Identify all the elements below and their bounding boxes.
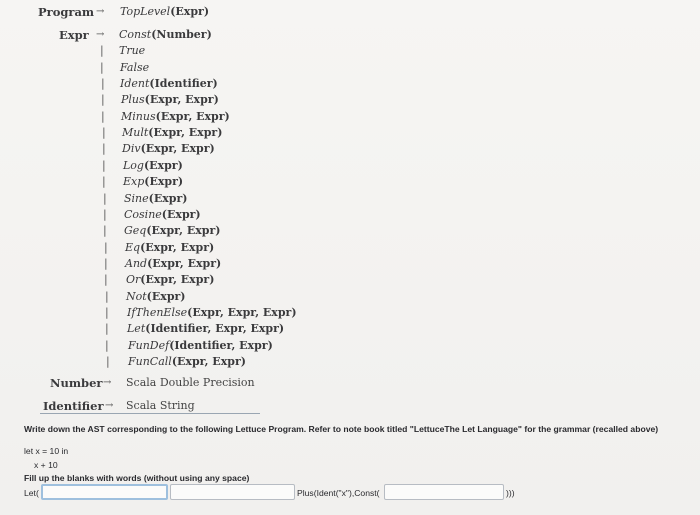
expr-alt-bar: | [102, 142, 106, 156]
expr-alt-bar: | [100, 60, 104, 74]
expr-production-minus [121, 110, 230, 123]
expr-production-geq [124, 224, 220, 237]
production-constructor: Minus [121, 109, 156, 123]
blank-2-input[interactable] [170, 484, 295, 500]
production-args: (Identifier, Expr) [169, 338, 273, 352]
production-constructor: FunDef [128, 338, 170, 352]
production-args: (Expr, Expr) [155, 109, 230, 123]
expr-production-exp [123, 175, 183, 188]
expr-alt-bar: | [101, 93, 105, 107]
expr-production-sine [124, 192, 188, 205]
production-args: (Expr, Expr) [148, 126, 223, 140]
question-area [0, 420, 700, 515]
blank-3-input[interactable] [384, 484, 504, 500]
expr-alt-bar: | [103, 207, 107, 221]
expr-alt-bar: | [105, 305, 109, 319]
production-args: (Expr, Expr) [147, 256, 222, 270]
expr-alt-bar: | [103, 191, 107, 205]
expr-production-or [126, 273, 214, 286]
expr-alt-bar: | [103, 224, 107, 238]
production-args: (Expr, Expr) [140, 240, 215, 254]
expr-production-log [123, 159, 183, 172]
production-constructor: Geq [124, 224, 147, 238]
production-args: (Expr, Expr) [144, 93, 219, 107]
production-args: (Expr) [161, 207, 201, 221]
expr-alt-bar: | [101, 77, 105, 91]
production-constructor: Const [119, 28, 152, 41]
program-rhs [120, 5, 209, 18]
number-arrow: → [103, 377, 112, 388]
production-constructor: Let [127, 322, 146, 336]
production-constructor: And [125, 256, 148, 270]
production-constructor: Ident [120, 77, 150, 91]
production-args: (Expr, Expr) [140, 273, 215, 287]
production-constructor: Or [126, 273, 141, 287]
production-constructor: Exp [123, 175, 145, 189]
identifier-underline [40, 413, 260, 414]
expr-production-false [120, 61, 149, 74]
production-args: (Expr) [143, 158, 183, 172]
production-constructor: False [120, 60, 150, 74]
expr-alt-bar: | [104, 256, 108, 270]
program-lhs: Program [38, 5, 95, 19]
production-args: (Identifier) [149, 77, 218, 91]
production-constructor: Plus [121, 93, 145, 107]
expr-production-ifthenelse [127, 306, 297, 319]
expr-alt-bar: | [106, 355, 110, 368]
code-line-2: x + 10 [34, 460, 58, 470]
blank-1-input[interactable] [41, 484, 168, 500]
production-constructor: Div [122, 142, 141, 156]
code-line-1: let x = 10 in [24, 446, 69, 456]
fill-instruction: Fill up the blanks with words (without using any space) [24, 473, 250, 483]
expr-alt-bar: | [105, 322, 109, 336]
answer-prefix: Let( [24, 488, 39, 498]
question-instruction: Write down the AST corresponding to the following Lettuce Program. Refer to note book titled "LettuceThe Let Language" for the grammar (recalled above) [24, 424, 659, 434]
expr-production-ident [120, 77, 218, 90]
production-args: (Expr) [144, 175, 184, 189]
answer-middle: Plus(Ident("x"),Const( [297, 488, 380, 498]
production-constructor: IfThenElse [127, 305, 188, 319]
production-args: (Expr, Expr) [171, 355, 246, 368]
production-constructor: Mult [122, 126, 149, 140]
expr-lhs: Expr [59, 28, 89, 42]
expr-alt-bar: | [102, 126, 106, 140]
answer-suffix: ))) [506, 488, 515, 498]
expr-alt-bar: | [104, 273, 108, 287]
expr-production-fundef [128, 339, 273, 352]
expr-production-mult [122, 126, 222, 139]
production-constructor: Eq [125, 240, 141, 254]
production-args: (Number) [151, 28, 212, 41]
expr-alt-bar: | [102, 175, 106, 189]
production-args: (Expr, Expr, Expr) [187, 305, 297, 319]
expr-production-and [125, 257, 221, 270]
expr-production-cosine [124, 208, 201, 221]
production-constructor: FunCall [128, 355, 172, 368]
expr-alt-bar: | [101, 109, 105, 123]
identifier-lhs: Identifier [43, 399, 104, 413]
production-args: (Expr) [146, 289, 186, 303]
program-rhs-args: (Expr) [170, 5, 210, 18]
expr-production-not [126, 290, 186, 303]
expr-production-eq [125, 241, 214, 254]
expr-alt-bar: | [100, 44, 104, 58]
expr-production-let [127, 322, 284, 335]
production-args: (Expr, Expr) [140, 142, 215, 156]
expr-production-div [122, 142, 215, 155]
expr-alt-bar: | [105, 289, 109, 303]
production-constructor: Sine [124, 191, 149, 205]
program-rhs-ctor: TopLevel [120, 5, 171, 18]
expr-production-funcall [128, 355, 246, 368]
expr-production-true [119, 44, 145, 57]
expr-alt-bar: | [105, 338, 109, 352]
production-constructor: True [119, 44, 146, 58]
production-args: (Expr, Expr) [146, 224, 221, 238]
identifier-rhs: Scala String [126, 399, 195, 412]
number-lhs: Number [50, 376, 103, 390]
expr-arrow: → [96, 29, 105, 40]
identifier-arrow: → [105, 400, 114, 411]
expr-alt-bar: | [104, 240, 108, 254]
number-rhs: Scala Double Precision [126, 376, 255, 389]
expr-alt-bar: | [102, 158, 106, 172]
production-constructor: Not [126, 289, 147, 303]
expr-production-plus [121, 93, 219, 106]
program-arrow: → [96, 6, 105, 17]
production-constructor: Cosine [124, 207, 162, 221]
expr-production-const [119, 28, 212, 41]
production-args: (Identifier, Expr, Expr) [145, 322, 285, 336]
production-constructor: Log [123, 158, 144, 172]
production-args: (Expr) [148, 191, 188, 205]
